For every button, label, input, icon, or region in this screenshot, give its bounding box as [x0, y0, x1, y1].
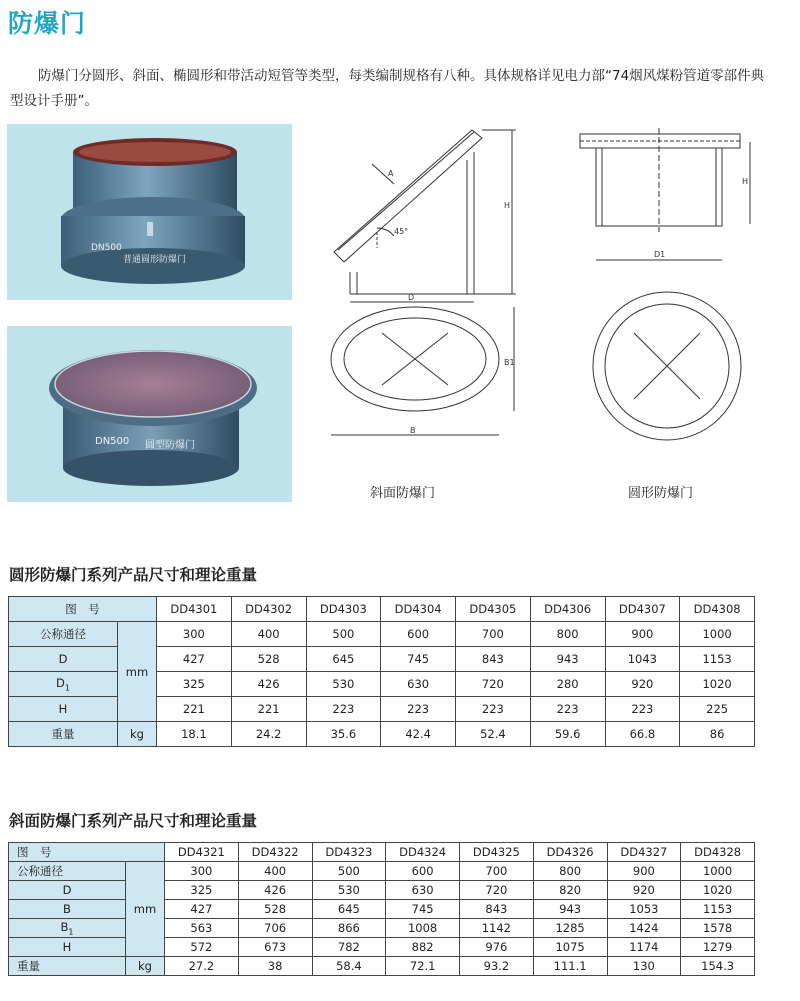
table1-model: DD4307: [605, 597, 680, 622]
cell: 223: [381, 697, 456, 722]
table2-model: DD4321: [165, 843, 239, 862]
cell: 1142: [460, 919, 534, 938]
cell: 530: [312, 881, 386, 900]
table-row: [9, 938, 755, 957]
cell: 1174: [607, 938, 681, 957]
cell: 66.8: [605, 722, 680, 747]
table1-model: DD4305: [456, 597, 531, 622]
cell: 700: [460, 862, 534, 881]
cell: 1053: [607, 900, 681, 919]
cell: 27.2: [165, 957, 239, 976]
row-label: 重量: [9, 957, 126, 976]
cell: 223: [530, 697, 605, 722]
table-row: [9, 900, 755, 919]
cell: 820: [533, 881, 607, 900]
row-label: D: [9, 881, 126, 900]
cell: 843: [460, 900, 534, 919]
table2-title: 斜面防爆门系列产品尺寸和理论重量: [9, 812, 258, 830]
cell: 86: [680, 722, 755, 747]
table2-model: DD4328: [681, 843, 755, 862]
cell: 782: [312, 938, 386, 957]
table-row: [9, 722, 755, 747]
table1-header-label: 图 号: [9, 597, 157, 622]
cell: 920: [605, 672, 680, 697]
cell: 882: [386, 938, 460, 957]
cell: 1043: [605, 647, 680, 672]
row-label-sub: 1: [68, 927, 74, 937]
cell: 673: [238, 938, 312, 957]
row-label-text: D: [56, 675, 65, 690]
cell: 400: [231, 622, 306, 647]
cell: 1153: [681, 900, 755, 919]
table-row: [9, 957, 755, 976]
cell: 700: [456, 622, 531, 647]
cell: 900: [607, 862, 681, 881]
cell: 530: [306, 672, 381, 697]
cell: 1000: [680, 622, 755, 647]
cell: 800: [533, 862, 607, 881]
cell: 1020: [680, 672, 755, 697]
cell: 223: [456, 697, 531, 722]
cell: 426: [238, 881, 312, 900]
label-A: A: [388, 169, 394, 178]
row-label-sub: 1: [64, 683, 70, 693]
photo2-model-label: DN500: [95, 436, 130, 447]
cell: 1285: [533, 919, 607, 938]
cell: 18.1: [157, 722, 232, 747]
oblique-door-side-drawing: [322, 122, 527, 308]
cell: 528: [231, 647, 306, 672]
photo-round-explosion-door-top: [7, 124, 292, 300]
oblique-door-top-drawing: [322, 305, 527, 445]
cell: 706: [238, 919, 312, 938]
table-row: [9, 843, 755, 862]
cell: 223: [306, 697, 381, 722]
cell: 600: [386, 862, 460, 881]
cell: 223: [605, 697, 680, 722]
label-B: B: [410, 426, 416, 435]
unit-kg: kg: [126, 957, 165, 976]
table-row: [9, 622, 755, 647]
cell: 1153: [680, 647, 755, 672]
table1-model: DD4308: [680, 597, 755, 622]
photo1-model-label: DN500: [91, 243, 122, 253]
table1-model: DD4301: [157, 597, 232, 622]
table2-model: DD4322: [238, 843, 312, 862]
label-H-oblique: H: [504, 201, 511, 210]
table1-model: DD4303: [306, 597, 381, 622]
cell: 300: [157, 622, 232, 647]
cell: 1075: [533, 938, 607, 957]
cell: 563: [165, 919, 239, 938]
cell: 400: [238, 862, 312, 881]
cell: 325: [157, 672, 232, 697]
cell: 720: [460, 881, 534, 900]
cell: 280: [530, 672, 605, 697]
row-label: 公称通径: [9, 622, 118, 647]
label-45-degrees: 45°: [394, 227, 409, 236]
caption-oblique-door: 斜面防爆门: [370, 486, 436, 501]
table-row: [9, 881, 755, 900]
cell: 59.6: [530, 722, 605, 747]
cell: 130: [607, 957, 681, 976]
cell: 427: [157, 647, 232, 672]
cell: 325: [165, 881, 239, 900]
label-D1: D1: [654, 250, 666, 259]
table2-model: DD4327: [607, 843, 681, 862]
cell: 1008: [386, 919, 460, 938]
cell: 221: [231, 697, 306, 722]
cell: 528: [238, 900, 312, 919]
cell: 1578: [681, 919, 755, 938]
intro-paragraph: 防爆门分圆形、斜面、椭圆形和带活动短管等类型，每类编制规格有八种。具体规格详见电力部“74烟风煤粉管道零部件典型设计手册”。: [10, 68, 765, 109]
cell: 72.1: [386, 957, 460, 976]
label-D-oblique: D: [408, 293, 415, 302]
round-door-top-drawing: [584, 288, 754, 448]
cell: 600: [381, 622, 456, 647]
cell: 900: [605, 622, 680, 647]
table1-model: DD4302: [231, 597, 306, 622]
cell: 154.3: [681, 957, 755, 976]
page-title: 防爆门: [8, 9, 87, 38]
cell: 920: [607, 881, 681, 900]
cell: 1279: [681, 938, 755, 957]
table2-model: DD4324: [386, 843, 460, 862]
cell: 843: [456, 647, 531, 672]
cell: 943: [530, 647, 605, 672]
cell: 225: [680, 697, 755, 722]
photo-round-explosion-door-lid: [7, 326, 292, 502]
cell: 943: [533, 900, 607, 919]
photo1-text-label: 普通圆形防爆门: [123, 255, 187, 265]
cell: 24.2: [231, 722, 306, 747]
cell: 500: [306, 622, 381, 647]
cell: 800: [530, 622, 605, 647]
cell: 630: [381, 672, 456, 697]
table2-model: DD4326: [533, 843, 607, 862]
cell: 300: [165, 862, 239, 881]
caption-round-door: 圆形防爆门: [628, 486, 694, 501]
cell: 427: [165, 900, 239, 919]
row-label-text: B: [60, 919, 69, 934]
cell: 1424: [607, 919, 681, 938]
row-label: H: [9, 697, 118, 722]
label-B1: B1: [504, 358, 515, 367]
row-label: D: [9, 647, 118, 672]
photo2-text-label: 圆型防爆门: [145, 440, 195, 451]
row-label: 公称通径: [9, 862, 126, 881]
table2-model: DD4325: [460, 843, 534, 862]
cell: 745: [386, 900, 460, 919]
cell: 42.4: [381, 722, 456, 747]
unit-mm: mm: [126, 862, 165, 957]
unit-kg: kg: [118, 722, 157, 747]
table-row: [9, 597, 755, 622]
cell: 1020: [681, 881, 755, 900]
cell: 221: [157, 697, 232, 722]
round-door-side-drawing: [574, 124, 774, 269]
row-label: [9, 672, 118, 697]
row-label: [9, 919, 126, 938]
table2-model: DD4323: [312, 843, 386, 862]
row-label: B: [9, 900, 126, 919]
cell: 93.2: [460, 957, 534, 976]
cell: 111.1: [533, 957, 607, 976]
cell: 38: [238, 957, 312, 976]
row-label: 重量: [9, 722, 118, 747]
oblique-door-spec-table: [8, 842, 755, 976]
cell: 500: [312, 862, 386, 881]
table1-title: 圆形防爆门系列产品尺寸和理论重量: [9, 566, 258, 584]
cell: 1000: [681, 862, 755, 881]
cell: 866: [312, 919, 386, 938]
cell: 720: [456, 672, 531, 697]
cell: 645: [312, 900, 386, 919]
table2-header-label: 图 号: [9, 843, 165, 862]
label-H-round: H: [742, 177, 749, 186]
cell: 630: [386, 881, 460, 900]
cell: 572: [165, 938, 239, 957]
cell: 52.4: [456, 722, 531, 747]
round-door-spec-table: [8, 596, 755, 747]
unit-mm: mm: [118, 622, 157, 722]
row-label: H: [9, 938, 126, 957]
cell: 58.4: [312, 957, 386, 976]
cell: 426: [231, 672, 306, 697]
table-row: [9, 862, 755, 881]
cell: 745: [381, 647, 456, 672]
table-row: [9, 919, 755, 938]
cell: 976: [460, 938, 534, 957]
cell: 645: [306, 647, 381, 672]
table1-model: DD4304: [381, 597, 456, 622]
cell: 35.6: [306, 722, 381, 747]
table1-model: DD4306: [530, 597, 605, 622]
